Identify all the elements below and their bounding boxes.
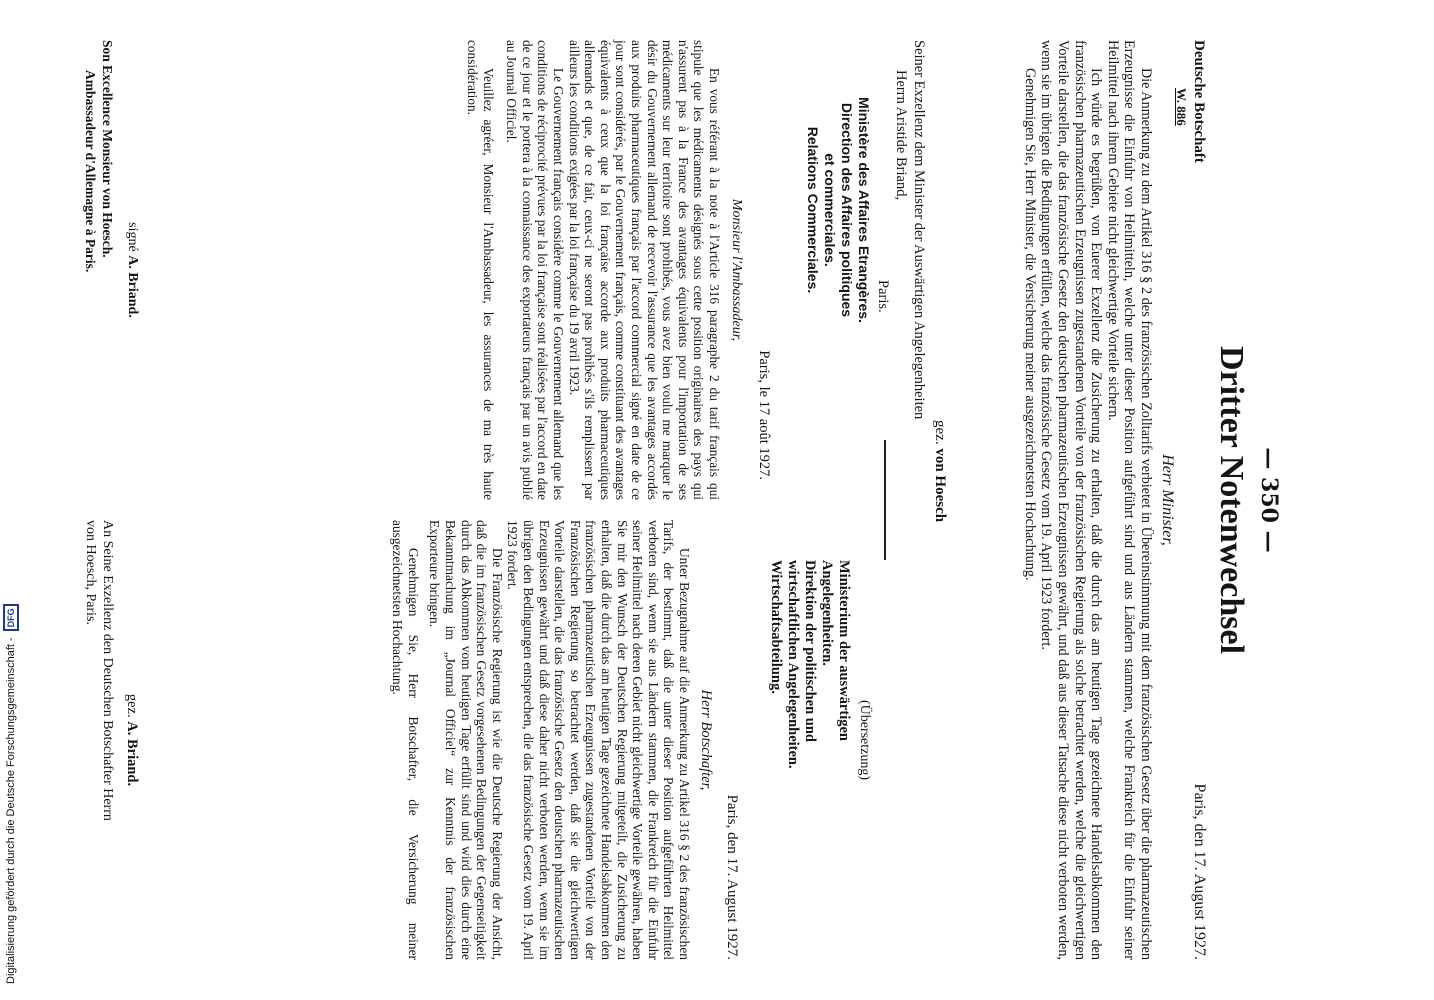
page-number: — 350 — (1256, 447, 1282, 553)
german-signature (931, 420, 948, 720)
translation-ministry-header (767, 560, 852, 820)
sender-name: Deutsche Botschaft (1191, 40, 1207, 163)
french-signature-name: A. Briand. (125, 255, 140, 318)
french-ministry-line-4: Relations Commerciales. (805, 126, 821, 294)
translation-addressee (82, 520, 116, 960)
sender-embassy (1172, 40, 1208, 280)
translation-ministry-line-1: Ministerium der auswärtigen Angelegenheiten. (819, 560, 852, 741)
french-addressee (82, 40, 116, 500)
german-body (1021, 40, 1154, 960)
translation-signature-name: A. Briand. (124, 721, 140, 787)
translation-addressee-line-2: von Hoesch, Paris. (83, 520, 98, 625)
translation-body (390, 520, 692, 960)
german-signature-prefix: gez. (932, 420, 948, 445)
german-signature-name: von Hoesch (932, 448, 948, 523)
french-addressee-line-1: Son Excellence Monsieur von Hoesch. (100, 40, 115, 258)
german-addressee (874, 40, 928, 960)
french-ministry-header (804, 40, 872, 380)
french-ministry-line-2: Direction des Affaires politiques (839, 102, 855, 318)
french-ministry-line-1: Ministère des Affaires Etrangères. (856, 97, 872, 323)
translation-paragraph-1: Unter Bezugnahme auf die Anmerkung zu Artikel 316 § 2 des französischen Tarifs, der bestimmt, daß die unter dieser Position aufgeführten Heilmittel verboten sind, wenn sie aus Ländern stammen, die Frankreich für die Einfuhr seiner Heilmittel nach deren Gebiet nicht gleichwertige Vorteile gewähren, haben Sie mir den Wunsch der Deutschen Regierung mitgeteilt, die Zusicherung zu erhalten, daß die durch das am heutigen Tage gezeichnete Handelsabkommen den französischen pharmazeutischen Erzeugnissen zugestandenen Vorteile von der Französischen Regierung so betrachtet werden, daß sie die gleichwertigen Vorteile darstellen, die das französische Gesetz den deutschen pharmazeutischen Erzeugnissen gewährt und daß diese daher nicht verboten werden, wenn sie im übrigen den Bedingungen entsprechen, die das französische Gesetz vom 19. April 1923 fordert. (505, 520, 692, 960)
german-place-date: Paris, den 17. August 1927. (1191, 783, 1208, 960)
french-body (465, 40, 723, 500)
section-divider (884, 440, 886, 560)
translation-signature (123, 520, 140, 960)
translation-ministry-line-3: Wirtschaftsabteilung. (768, 560, 784, 694)
german-addressee-line-3: Paris. (875, 280, 891, 313)
german-paragraph-2: Ich würde es begrüßen, von Euerer Exzellenz die Zusicherung zu erhalten, daß die durch das am heutigen Tage gezeichnete Handelsabkommen den französischen pharmazeutischen Erzeugnissen zugestandenen Vorteile von der französischen Regierung als solche betrachtet werden, welche die gleichwertigen Vorteile darstellen, die das französische Gesetz den deutschen pharmazeutischen Erzeugnissen gewährt, und daß aus dieser Tatsache diese nicht verboten werden, wenn sie im übrigen die Bedingungen erfüllen, welche das französische Gesetz vom 19. April 1923 fordert. (1038, 40, 1105, 960)
sender-ref: W. 886 (1174, 88, 1189, 126)
french-salutation: Monsieur l'Ambassadeur, (729, 198, 744, 342)
dfg-logo: DFG (3, 604, 19, 631)
french-place-date: Paris, le 17 août 1927. (756, 350, 772, 480)
french-signature (124, 40, 140, 500)
translation-ministry-line-2: Direktion der politischen und wirtschaftlichen Angelegenheiten. (785, 560, 818, 769)
french-paragraph-1: En vous référant à la note à l'Article 316 paragraphe 2 du tarif français qui stipule que les médicaments désignés sous cette position originaires des pays qui n'assurent pas à la France des avantages équivalents pour l'importation de ses médicaments sur leur territoire sont prohibés, vous avez bien voulu me marquer le désir du Gouvernement allemand de recevoir l'assurance que les avantages accordés aux produits pharmaceutiques français par l'accord commercial signé en date de ce jour sont considérés, par le Gouvernement français, comme constituant des avantages équivalents à ceux que la loi française accorde aux produits pharmaceutiques allemands et que, de ce fait, ceux-ci ne seront pas prohibés s'ils remplissent par ailleurs les conditions exigées par la loi française du 19 avril 1923. (566, 40, 722, 500)
french-ministry-line-3: et commerciales. (822, 153, 838, 267)
german-salutation: Herr Minister, (1159, 454, 1176, 546)
digitization-note: Digitalisierung gefördert durch die Deutsche Forschungsgemeinschaft - (5, 637, 17, 984)
french-addressee-line-2: Ambassadeur d'Allemagne à Paris. (83, 70, 98, 273)
translation-paragraph-2: Die Französische Regierung ist wie die Deutsche Regierung der Ansicht, daß die im französischen Gesetz vorgesehenen Bedingungen der Gegenseitigkeit durch das Abkommen vom heutigen Tage erfüllt sind und wird dies durch eine Bekanntmachung im „Journal Officiel“ zur Kenntnis der französischen Exporteure bringen. (427, 520, 505, 960)
translation-place-date: Paris, den 17. August 1927. (724, 794, 740, 960)
translation-label: (Übersetzung) (857, 699, 872, 781)
translation-salutation: Herr Botschafter, (698, 689, 714, 791)
german-paragraph-1: Die Anmerkung zu dem Artikel 316 § 2 des französischen Zolltarifs verbietet in Übereinstimmung mit dem französischen Gesetz über die pharmazeutischen Erzeugnisse die Einfuhr von Heilmitteln, welche unter dieser Position aufgeführt sind und aus Ländern stammen, welche Frankreich für die Einfuhr seiner Heilmittel nach ihrem Gebiete nicht gleichwertige Vorteile sichern. (1104, 40, 1154, 960)
german-addressee-line-1: Seiner Exzellenz dem Minister der Auswärtigen Angelegenheiten (911, 40, 927, 420)
german-closing: Genehmigen Sie, Herr Minister, die Versicherung meiner ausgezeichnetsten Hochachtung. (1021, 68, 1038, 581)
digitization-sidebar (0, 0, 18, 1000)
german-addressee-line-2: Herrn Aristide Briand, (893, 70, 909, 201)
french-closing: Veuillez agréer, Monsieur l'Ambassadeur, les assurances de ma très haute considération. (465, 40, 496, 500)
digitization-note-strip (2, 0, 20, 1000)
french-signature-prefix: signé (125, 222, 140, 252)
translation-closing: Genehmigen Sie, Herr Botschafter, die Versicherung meiner ausgezeichnetsten Hochachtung. (390, 520, 421, 960)
french-paragraph-2: Le Gouvernement français considère comme le Gouvernement allemand que les conditions de réciprocité prévues par la loi française sont réalisées par l'accord en date de ce jour et le portera à la connaissance des exportateurs français par un avis publié au Journal Officiel. (504, 40, 567, 500)
translation-addressee-line-1: An Seine Exzellenz den Deutschen Botschafter Herrn (100, 520, 115, 821)
translation-signature-prefix: gez. (124, 693, 140, 718)
page-title: Dritter Notenwechsel (1213, 345, 1250, 655)
